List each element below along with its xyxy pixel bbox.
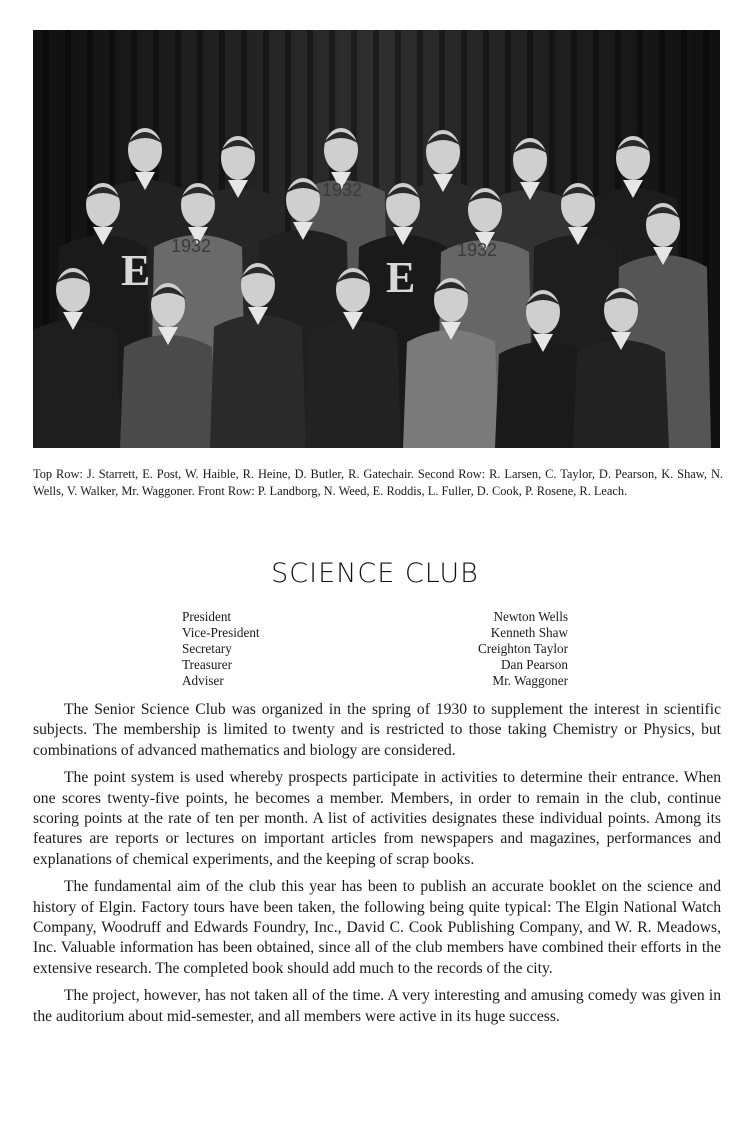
page-title: SCIENCE CLUB — [271, 558, 479, 589]
sweater-year-right: 1932 — [457, 240, 498, 260]
officer-row — [182, 673, 568, 689]
person-body — [305, 320, 401, 448]
person-body — [573, 340, 669, 448]
paragraph: The point system is used whereby prospects participate in activities to determine their entrance. When one scores twenty-five points, he becomes a member. Members, in order to remain in the club, continue scoring points at the rate of ten per month. A list of activities designates these individual points. Among its features are reports or lectures on important articles from newspapers and magazines, performances and explanations of chemical experiments, and the keeping of scrap books. — [33, 769, 721, 868]
paragraph: The Senior Science Club was organized in the spring of 1930 to supplement the interest in scientific subjects. The membership is limited to twenty and is restricted to those taking Chemistry or Physics, but combinations of advanced mathematics and biology are considered. — [33, 701, 721, 759]
officer-row — [182, 657, 568, 673]
group-photo — [33, 30, 720, 448]
officer-row — [182, 609, 568, 625]
officer-role: Vice-President — [182, 625, 260, 640]
officer-row — [182, 625, 568, 641]
officer-role: Adviser — [182, 673, 224, 688]
sweater-year-left: 1932 — [171, 236, 212, 256]
article-body — [33, 700, 721, 1034]
sweater-year-top: 1932 — [322, 180, 363, 200]
officer-name: Dan Pearson — [500, 657, 568, 672]
sweater-letter-left: E — [121, 246, 151, 295]
officers-list — [182, 609, 568, 689]
officer-name: Newton Wells — [493, 609, 568, 624]
person-body — [33, 320, 121, 448]
paragraph: The fundamental aim of the club this year has been to publish an accurate booklet on the science and history of Elgin. Factory tours have been taken, the following being quite typical: The Elgin National Watch Company, Woodruff and Edwards Foundry, Inc., David C. Cook Publishing Company, and W. R. Meadows, Inc. Valuable information has been obtained, since all of the club members have combined their efforts in the extensive research. The completed book should add much to the records of the city. — [33, 878, 721, 977]
officer-name: Kenneth Shaw — [490, 625, 568, 640]
officer-role: Treasurer — [182, 657, 233, 672]
paragraph: The project, however, has not taken all of the time. A very interesting and amusing comedy was given in the auditorium about mid-semester, and all members were active in its huge success. — [33, 987, 721, 1025]
officer-row — [182, 641, 568, 657]
officer-role: Secretary — [182, 641, 232, 656]
person-body — [210, 315, 306, 448]
photo-caption: Top Row: J. Starrett, E. Post, W. Haible, R. Heine, D. Butler, R. Gatechair. Second Row: R. Larsen, C. Taylor, D. Pearson, K. Shaw, N. Wells, V. Walker, Mr. Waggoner. Front Row: P. Landborg, N. Weed, E. Roddis, L. Fuller, D. Cook, P. Rosene, R. Leach. — [33, 467, 723, 498]
person-body — [120, 335, 216, 448]
officer-role: President — [182, 609, 232, 624]
sweater-letter-center: E — [386, 253, 416, 302]
group-photo-illustration — [33, 30, 720, 448]
person-body — [403, 330, 499, 448]
officer-name: Mr. Waggoner — [492, 673, 568, 688]
officer-name: Creighton Taylor — [477, 641, 568, 656]
